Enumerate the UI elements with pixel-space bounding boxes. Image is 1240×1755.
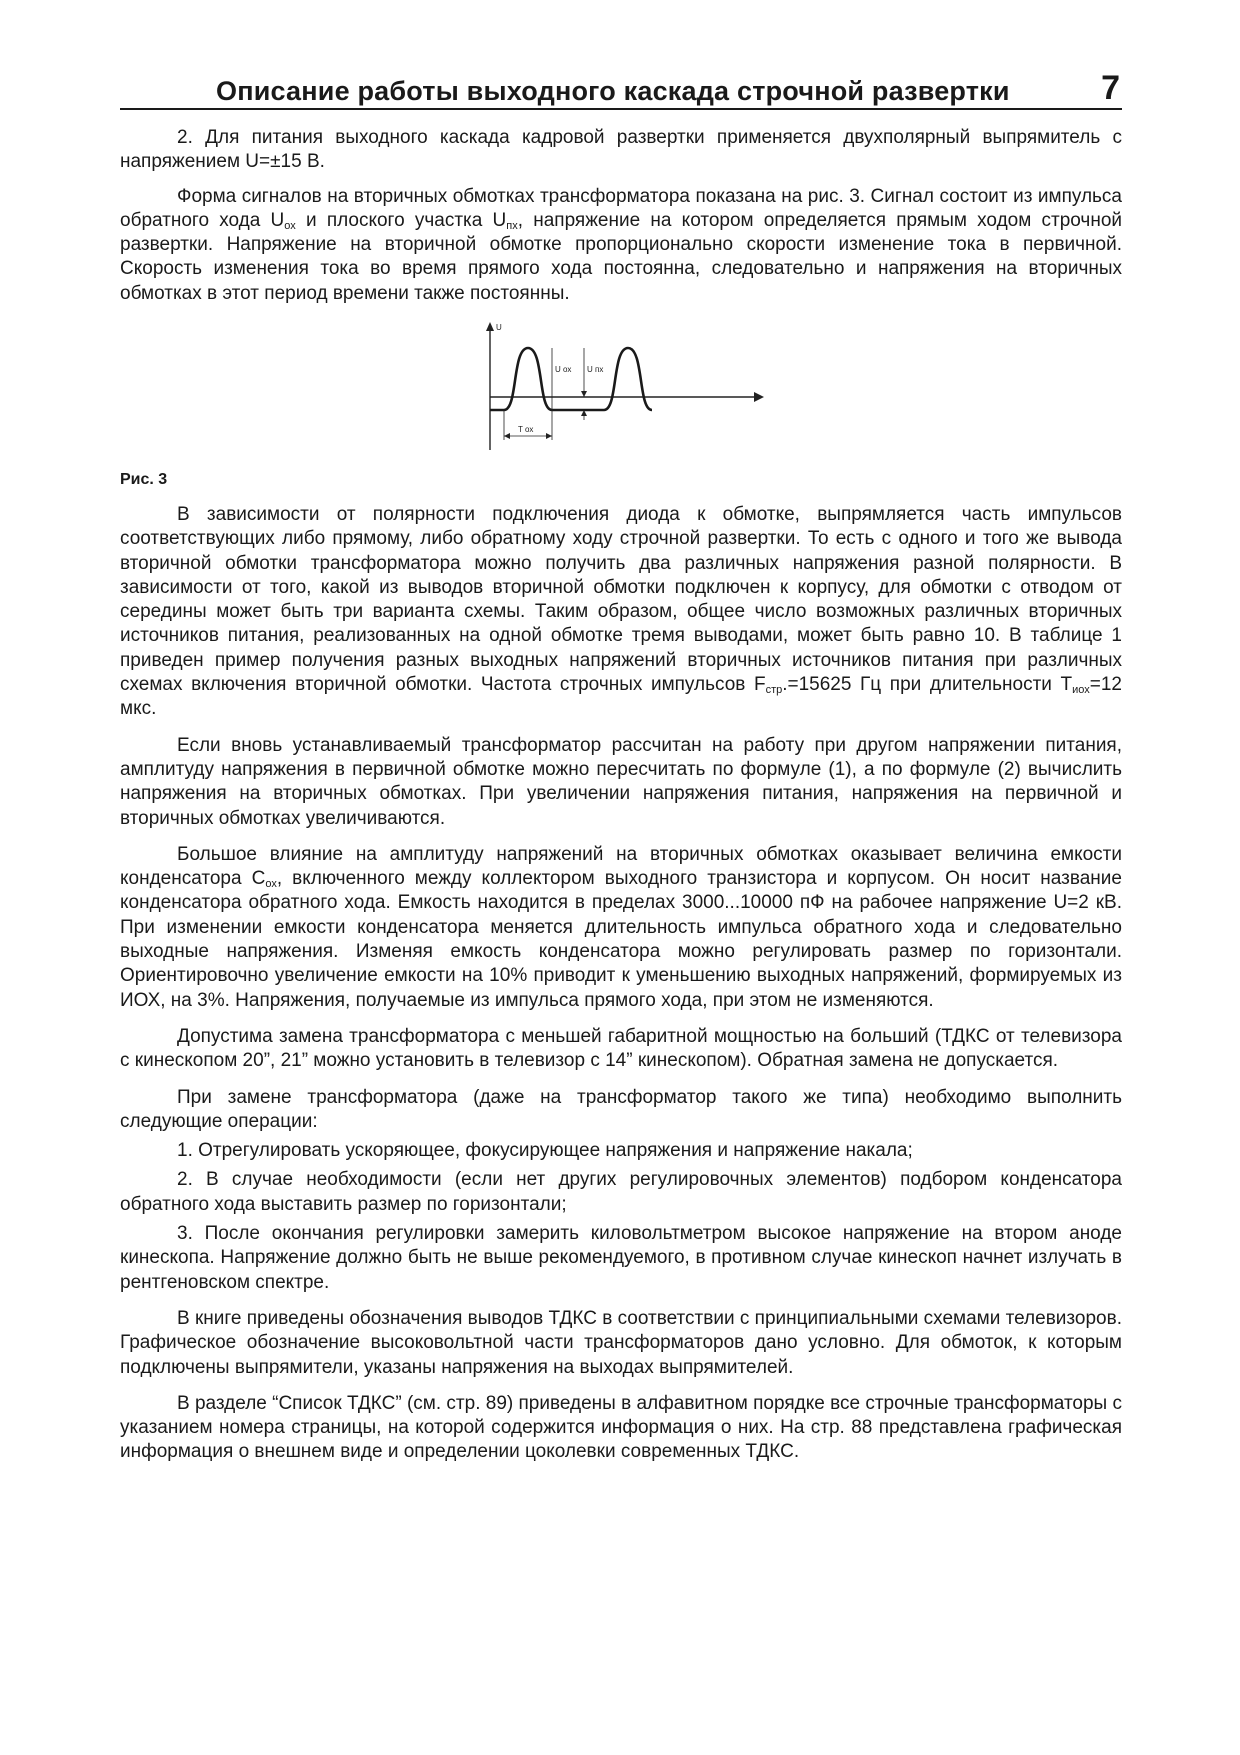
paragraph: Допустима замена трансформатора с меньшей габаритной мощностью на больший (ТДКС от телевизора с кинескопом 20”, 21” можно установить в телевизор с 14” кинескопом). Обратная замена не допускается. — [120, 1025, 1122, 1072]
x-axis-arrow — [754, 392, 764, 402]
paragraph: 2. Для питания выходного каскада кадровой развертки применяется двухполярный выпрямитель с напряжением U=±15 В. — [120, 127, 1122, 173]
paragraph: В разделе “Список ТДКС” (см. стр. 89) приведены в алфавитном порядке все строчные трансформаторы с указанием номера страницы, на которой содержится информация о них. На стр. 88 представлена графическая информация о внешнем виде и определении цоколевки современных ТДКС. — [120, 1392, 1122, 1463]
list-item: 3. После окончания регулировки замерить киловольтметром высокое напряжение на втором аноде кинескопа. Напряжение должно быть не выше рекомендуемого, в противном случае кинескоп начнет излучать в рентгеновском спектре. — [120, 1223, 1122, 1293]
label-uox: U ох — [555, 365, 572, 374]
list-item: 1. Отрегулировать ускоряющее, фокусирующее напряжения и напряжение накала; — [177, 1140, 913, 1162]
label-tox: T ох — [518, 425, 534, 434]
section-title: Описание работы выходного каскада строчной развертки — [216, 76, 1010, 106]
waveform-line — [490, 348, 652, 410]
figure-caption: Рис. 3 — [120, 471, 168, 488]
figure-waveform — [480, 322, 770, 454]
paragraph: При замене трансформатора (даже на трансформатор такого же типа) необходимо выполнить следующие операции: — [120, 1086, 1122, 1132]
paragraph: В книге приведены обозначения выводов ТДКС в соответствии с принципиальными схемами телевизоров. Графическое обозначение высоковольтной части трансформаторов дано условно. Для обмоток, к которым подключены выпрямители, указаны напряжения на выходах выпрямителей. — [120, 1307, 1122, 1378]
waveform-diagram — [480, 322, 770, 454]
paragraph: Большое влияние на амплитуду напряжений на вторичных обмотках оказывает величина емкости конденсатора $C_{ох}$, включенного между коллектором выходного транзистора и корпусом. Он носит название конденсатора обратного хода. Емкость находится в пределах 3000...10000 пФ на рабочее напряжение U=2 кВ. При изменении емкости конденсатора меняется длительность импульса обратного хода и следовательно выходные напряжения. Изменяя емкость конденсатора можно регулировать размер по горизонтали. Ориентировочно увеличение емкости на 10% приводит к уменьшению выходных напряжений, формируемых из ИОХ, на 3%. Напряжения, получаемые из импульса прямого хода, при этом не изменяются. — [120, 843, 1122, 1011]
y-axis-label: U — [496, 323, 502, 332]
paragraph: Если вновь устанавливаемый трансформатор рассчитан на работу при другом напряжении питания, амплитуду напряжения в первичной обмотке можно пересчитать по формуле (1), а по формуле (2) вычислить напряжения на вторичных обмотках. При увеличении напряжения питания, напряжения на первичной и вторичных обмотках увеличиваются. — [120, 734, 1122, 829]
paragraph: Форма сигналов на вторичных обмотках трансформатора показана на рис. 3. Сигнал состоит из импульса обратного хода $U_{ох}$ и плоского участка $U_{пх}$, напряжение на котором определяется прямым ходом строчной развертки. Напряжение на вторичной обмотке пропорционально скорости изменение тока в первичной. Скорость изменения тока во время прямого хода постоянна, следовательно и напряжения на вторичных обмотках в этот период времени также постоянны. — [120, 185, 1122, 304]
paragraph: В зависимости от полярности подключения диода к обмотке, выпрямляется часть импульсов соответствующих либо прямому, либо обратному ходу строчной развертки. То есть с одного и того же вывода вторичной обмотки трансформатора можно получить два различных напряжения разной полярности. В зависимости от того, какой из выводов вторичной обмотки подключен к корпусу, для обмотки с отводом от середины может быть три варианта схемы. Таким образом, общее число возможных различных вторичных источников питания, реализованных на одной обмотке тремя выводами, может быть равно 10. В таблице 1 приведен пример получения разных выходных напряжений вторичных источников питания при различных схемах включения вторичной обмотки. Частота строчных импульсов $F_{стр}.=15625$ Гц при длительности $T_{иох}=12$ мкс. — [120, 504, 1122, 720]
y-axis-arrow — [486, 322, 494, 331]
body-text — [120, 503, 1122, 1477]
label-upx: U пх — [587, 365, 604, 374]
tox-arrow-right — [546, 433, 552, 439]
tox-arrow-left — [504, 433, 510, 439]
upx-arrow-top — [581, 391, 587, 397]
list-item: 2. В случае необходимости (если нет других регулировочных элементов) подбором конденсатора обратного хода выставить размер по горизонтали; — [120, 1169, 1122, 1215]
intro-text — [120, 126, 1122, 306]
page-number: 7 — [1101, 69, 1120, 107]
page-header — [120, 69, 1122, 110]
